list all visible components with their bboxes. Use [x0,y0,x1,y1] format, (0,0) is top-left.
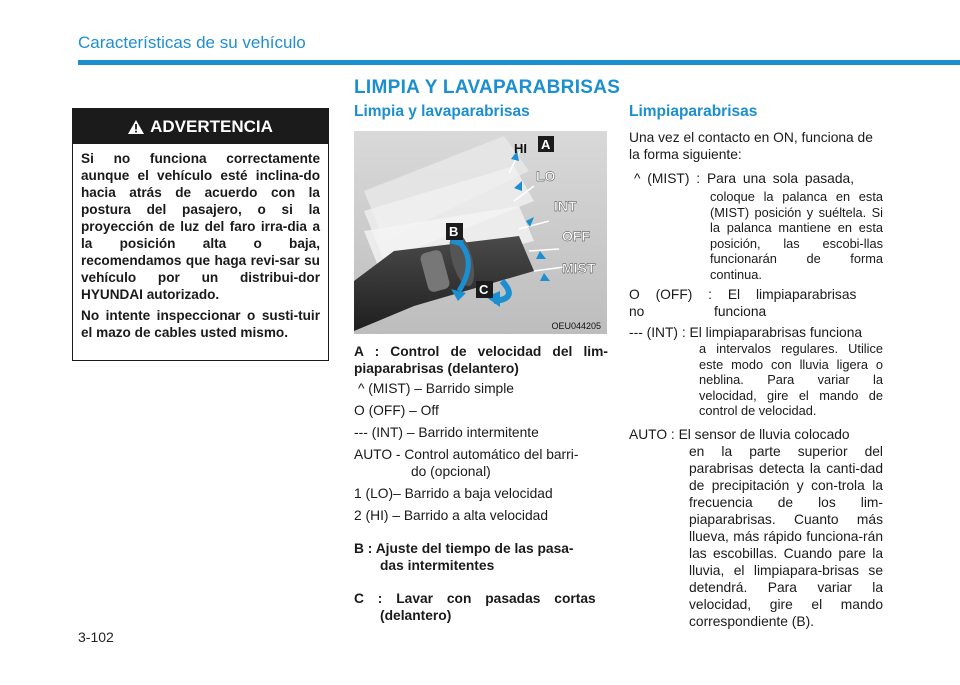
int-head: --- (INT) : El limpiaparabrisas funciona [629,325,863,340]
label-lo: LO [536,168,556,184]
badge-b: B [449,224,459,239]
intro-text: Una vez el contacto en ON, funciona de la forma siguiente: [629,130,873,162]
badge-a: A [541,137,551,152]
int-body: a intervalos regulares. Utilice este modo con lluvia ligera o neblina. Para variar la velocidad, gire el mando de control de velocidad. [699,341,883,418]
wiper-lever-illustration [354,131,607,334]
header-rule [78,60,960,65]
label-a: A : Control de velocidad del lim-piaparabrisas (delantero) [354,344,608,376]
mist-head: ^ (MIST) : Para una sola pasada, [634,171,855,186]
label-b: B : Ajuste del tiempo de las pasa- [354,541,574,556]
warning-icon [128,120,144,134]
off-head: O (OFF) : El limpiaparabrisas no [629,287,857,319]
figure-code: OEU044205 [551,321,601,331]
item-off: O (OFF) – Off [354,403,439,418]
warning-text-1: Si no funciona correctamente aunque el vehículo esté inclina-do hacia atrás de acuerdo con la postura del pasajero, o si la proyección de luz del faro irra-dia a la posición alta o baja, recomendamos que haga revi-sar su vehículo por un distribui-dor HYUNDAI autorizado. [81,151,320,302]
auto-head: AUTO : El sensor de lluvia colocado [629,427,850,442]
item-auto-cont: do (opcional) [411,464,491,479]
wiper-lever-figure [354,131,607,334]
label-c: C : Lavar con pasadas cortas [354,591,596,606]
label-hi: HI [514,141,527,156]
item-hi: 2 (HI) – Barrido a alta velocidad [354,508,549,523]
item-int: --- (INT) – Barrido intermitente [354,425,539,440]
item-mist: ^ (MIST) – Barrido simple [358,381,514,396]
label-b-cont: das intermitentes [380,558,495,573]
warning-header [73,109,328,144]
section-title: LIMPIA Y LAVAPARABRISAS [354,77,621,98]
badge-c: C [479,282,489,297]
chapter-title: Características de su vehículo [78,33,306,52]
subtitle-wipers: Limpiaparabrisas [629,103,758,120]
item-auto: AUTO - Control automático del barri- [354,447,579,462]
off-body: funciona [714,304,767,319]
subtitle-wiper-washer: Limpia y lavaparabrisas [354,103,530,120]
label-int: INT [554,198,577,214]
item-lo: 1 (LO)– Barrido a baja velocidad [354,486,553,501]
label-c-cont: (delantero) [380,608,452,623]
warning-title: ADVERTENCIA [150,116,273,136]
warning-box [72,108,329,361]
warning-text-2: No intente inspeccionar o susti-tuir el mazo de cables usted mismo. [81,308,320,340]
label-mist: MIST [562,260,596,276]
mist-body: coloque la palanca en esta (MIST) posición y suéltela. Si la palanca mantiene en esta posición, las escobi-llas funcionarán de forma continua. [710,189,883,282]
auto-body: en la parte superior del parabrisas detecta la canti-dad de precipitación y con-trola la frecuencia de los lim-piaparabrisas. Cuanto más llueva, más rápido funciona-rán las escobillas. Cuando pare la lluvia, el limpiapara-brisas se detendrá. Para variar la velocidad, gire el mando correspondiente (B). [689,444,883,629]
page-number: 3-102 [78,629,114,645]
label-off: OFF [562,228,590,244]
